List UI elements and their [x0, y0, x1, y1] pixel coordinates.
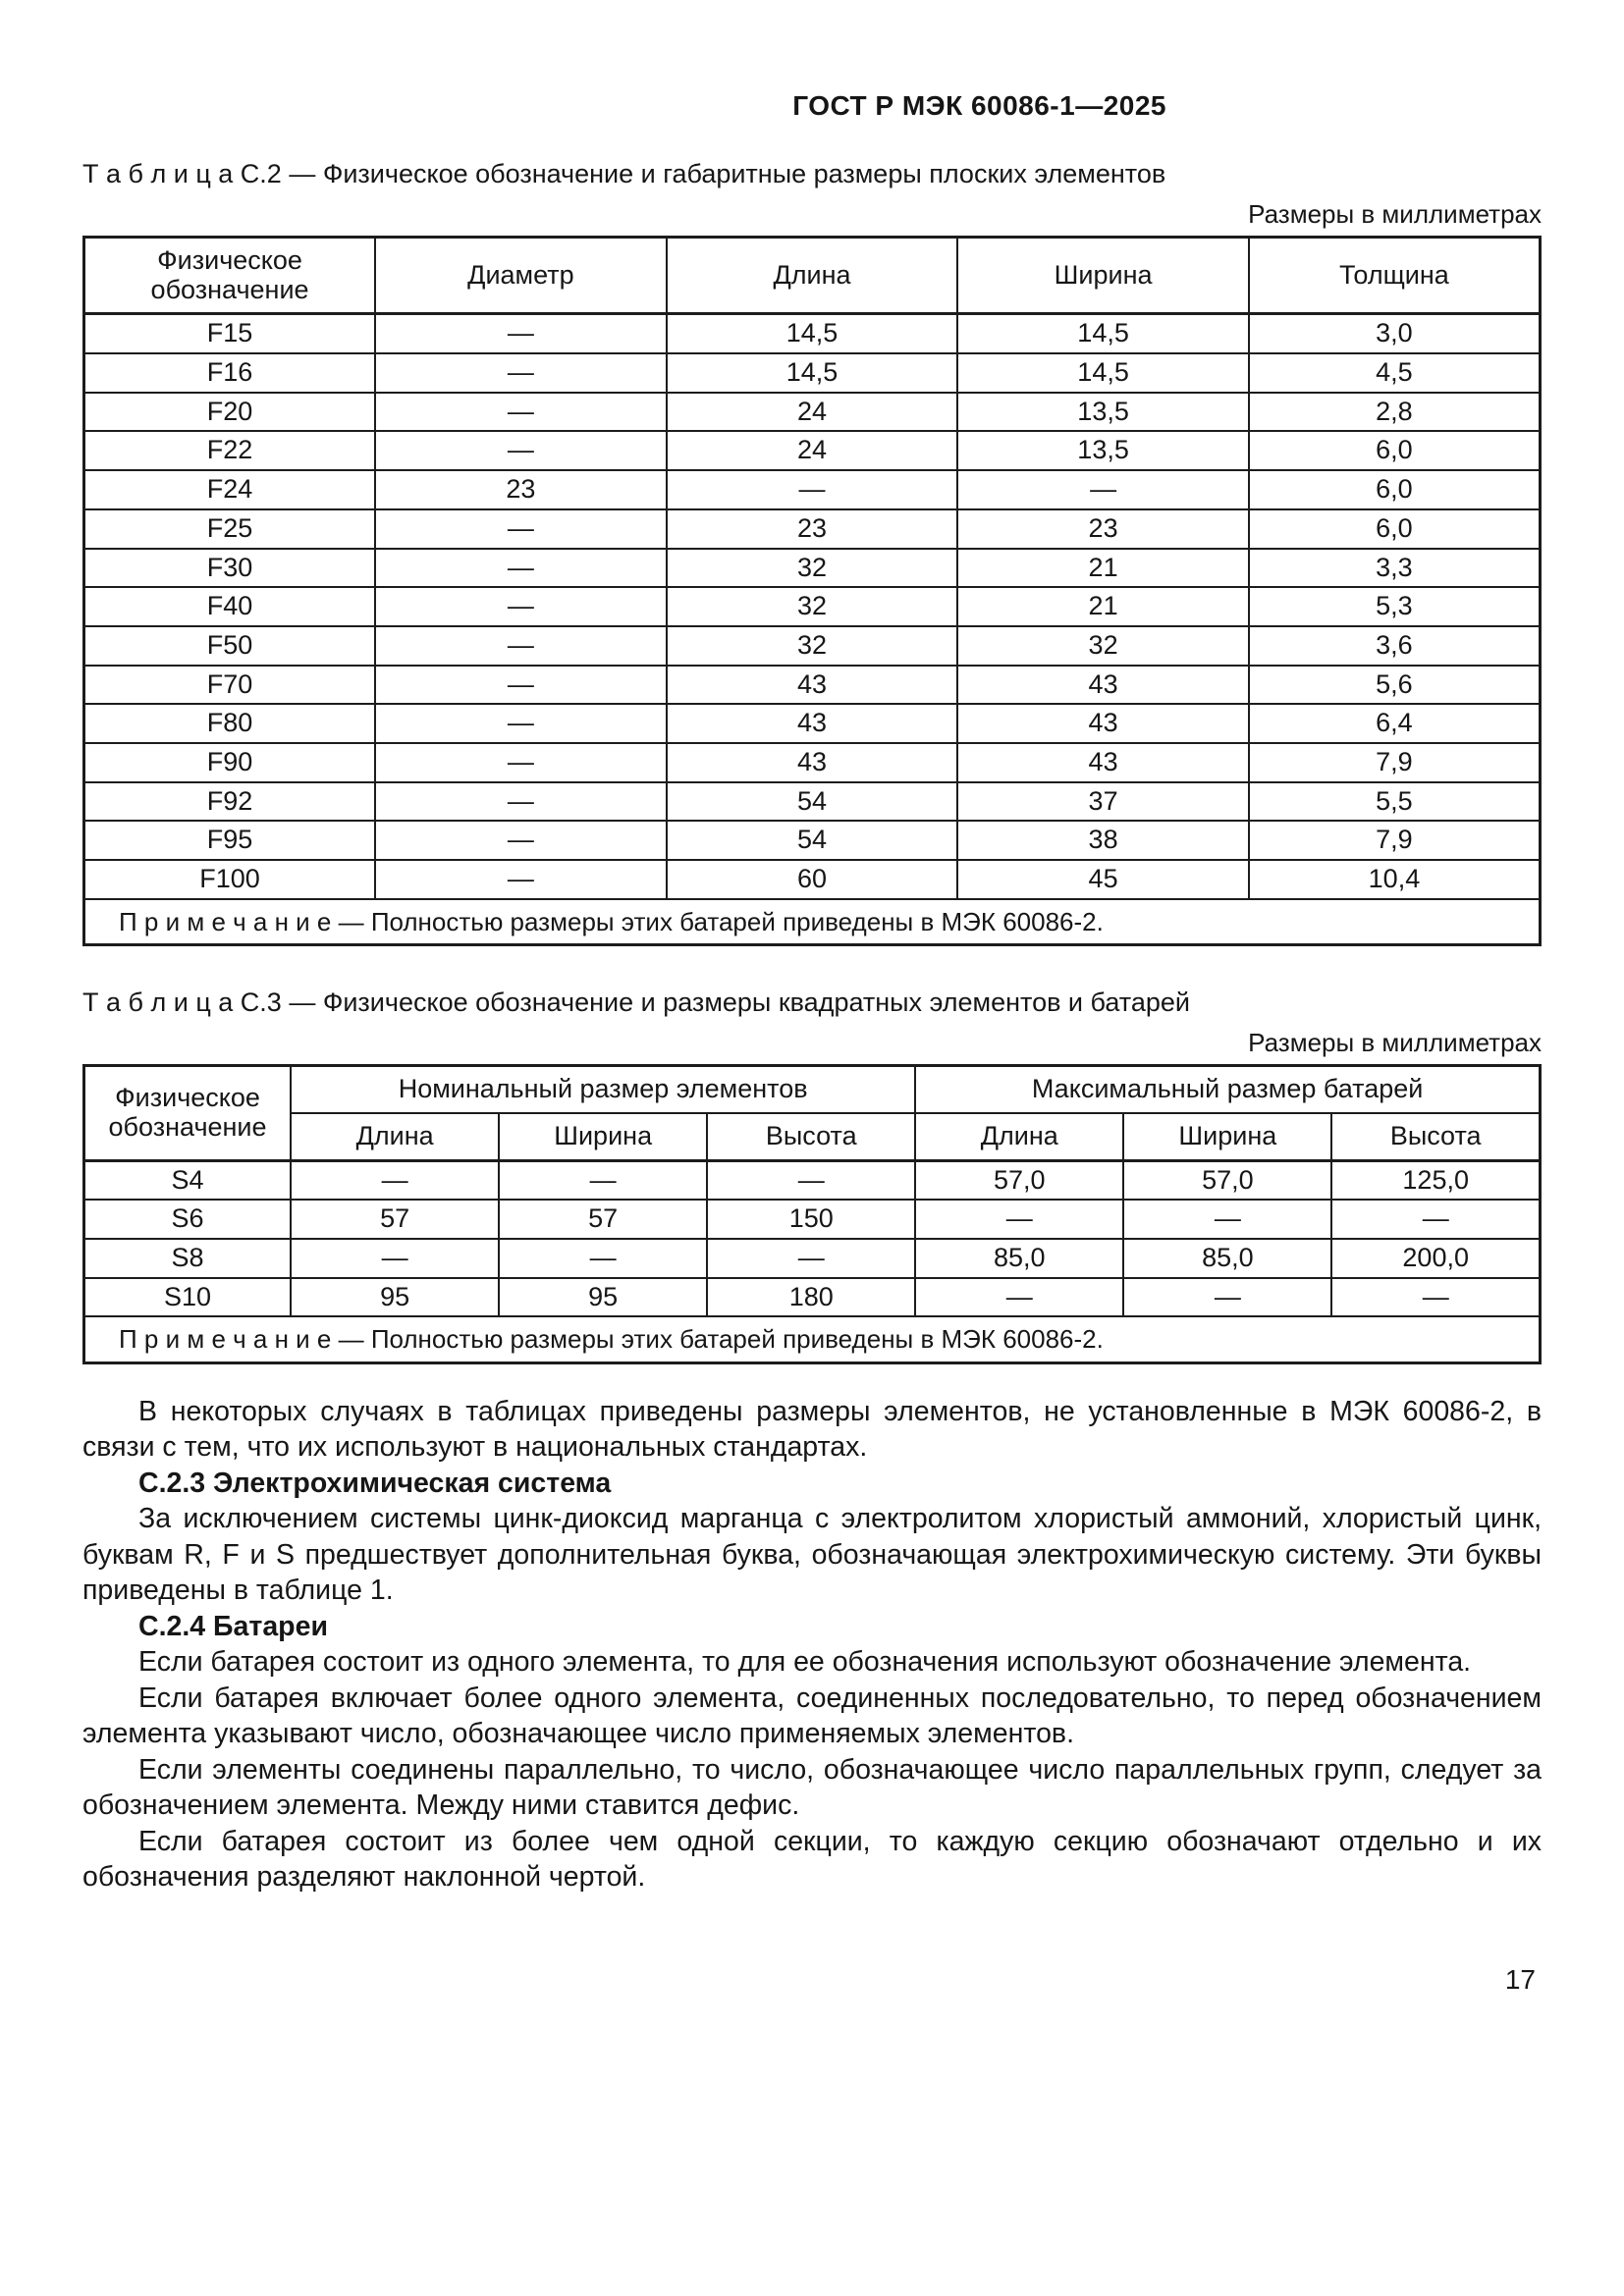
table-c3-group-header-row [84, 1066, 1541, 1113]
table-cell: 5,6 [1249, 666, 1541, 705]
column-header: Ширина [499, 1113, 707, 1160]
column-header: Высота [707, 1113, 915, 1160]
table-cell: 43 [667, 704, 958, 743]
table-c3-caption: Т а б л и ц а С.3 — Физическое обозначение и размеры квадратных элементов и батарей [82, 988, 1190, 1018]
paragraph-c2-4-1: Если батарея состоит из одного элемента, то для ее обозначения используют обозначение элемента. [138, 1646, 1472, 1679]
table-cell: 13,5 [957, 393, 1249, 432]
table-cell: 54 [667, 821, 958, 860]
table-cell: 32 [667, 626, 958, 666]
table-cell: 95 [291, 1278, 499, 1317]
table-c3-note: П р и м е ч а н и е — Полностью размеры этих батарей приведены в МЭК 60086-2. [84, 1316, 1541, 1362]
table-cell: 32 [667, 587, 958, 626]
table-cell: F30 [84, 549, 376, 588]
table-cell: — [915, 1200, 1123, 1239]
table-row [84, 353, 1541, 393]
table-cell: 37 [957, 782, 1249, 822]
table-cell: F100 [84, 860, 376, 899]
table-row [84, 782, 1541, 822]
table-c2-block [82, 159, 1542, 946]
table-cell: 57 [291, 1200, 499, 1239]
table-cell: 45 [957, 860, 1249, 899]
table-cell: 14,5 [957, 314, 1249, 353]
table-c2-note-row [84, 899, 1541, 945]
table-row [84, 743, 1541, 782]
page-number: 17 [1504, 1963, 1536, 1995]
table-c3-col-physical: Физическое обозначение [84, 1066, 292, 1160]
table-cell: 125,0 [1331, 1160, 1540, 1200]
table-cell: 21 [957, 549, 1249, 588]
body-text [82, 1394, 1542, 1896]
table-c3-group-nominal: Номинальный размер элементов [291, 1066, 915, 1113]
table-row [84, 1200, 1541, 1239]
table-cell: 85,0 [1123, 1239, 1331, 1278]
table-cell: 54 [667, 782, 958, 822]
table-cell: 95 [499, 1278, 707, 1317]
table-cell: — [1331, 1278, 1540, 1317]
table-cell: — [375, 549, 667, 588]
table-cell: 57,0 [915, 1160, 1123, 1200]
table-cell: 6,0 [1249, 509, 1541, 549]
table-cell: F16 [84, 353, 376, 393]
table-cell: F50 [84, 626, 376, 666]
table-cell: 150 [707, 1200, 915, 1239]
table-row [84, 821, 1541, 860]
table-cell: — [707, 1239, 915, 1278]
table-cell: 32 [667, 549, 958, 588]
table-cell: 2,8 [1249, 393, 1541, 432]
table-c2 [82, 236, 1542, 946]
table-row [84, 314, 1541, 353]
table-cell: — [707, 1160, 915, 1200]
table-cell: F40 [84, 587, 376, 626]
table-c3 [82, 1064, 1542, 1364]
table-cell: — [957, 470, 1249, 509]
column-header: Диаметр [375, 238, 667, 314]
paragraph-c2-3: За исключением системы цинк-диоксид марганца с электролитом хлористый аммоний, хлористый цинк, буквам R, F и S предшествует дополнительная буква, обозначающая электрохимическую систему. Эти буквы приведены в таблице 1. [82, 1503, 1542, 1607]
table-cell: — [375, 626, 667, 666]
table-cell: — [291, 1160, 499, 1200]
table-cell: F80 [84, 704, 376, 743]
table-cell: 38 [957, 821, 1249, 860]
table-c2-note: П р и м е ч а н и е — Полностью размеры этих батарей приведены в МЭК 60086-2. [84, 899, 1541, 945]
table-cell: 13,5 [957, 431, 1249, 470]
table-cell: F22 [84, 431, 376, 470]
table-cell: — [375, 587, 667, 626]
table-row [84, 704, 1541, 743]
table-cell: — [499, 1239, 707, 1278]
table-row [84, 1239, 1541, 1278]
table-c2-units-note: Размеры в миллиметрах [1248, 199, 1542, 229]
column-header: Длина [667, 238, 958, 314]
table-cell: 3,6 [1249, 626, 1541, 666]
table-cell: — [375, 314, 667, 353]
table-cell: — [375, 860, 667, 899]
table-c3-body [84, 1160, 1541, 1316]
table-cell: 14,5 [667, 314, 958, 353]
table-c3-subheader-row [84, 1113, 1541, 1160]
table-cell: — [375, 821, 667, 860]
table-cell: 24 [667, 393, 958, 432]
table-row [84, 549, 1541, 588]
table-cell: 57 [499, 1200, 707, 1239]
table-row [84, 860, 1541, 899]
table-cell: 200,0 [1331, 1239, 1540, 1278]
table-cell: 5,3 [1249, 587, 1541, 626]
table-cell: 21 [957, 587, 1249, 626]
table-cell: F15 [84, 314, 376, 353]
table-row [84, 393, 1541, 432]
table-cell: F95 [84, 821, 376, 860]
table-row [84, 666, 1541, 705]
table-row [84, 470, 1541, 509]
table-cell: — [375, 509, 667, 549]
table-cell: — [1123, 1278, 1331, 1317]
paragraph-c2-4-2: Если батарея включает более одного элемента, соединенных последовательно, то перед обозначением элемента указывают число, обозначающее число применяемых элементов. [82, 1682, 1542, 1750]
table-cell: 14,5 [667, 353, 958, 393]
table-row [84, 1160, 1541, 1200]
table-cell: 6,0 [1249, 431, 1541, 470]
table-cell: 6,4 [1249, 704, 1541, 743]
table-cell: 43 [957, 743, 1249, 782]
table-cell: — [375, 743, 667, 782]
table-c3-units-note: Размеры в миллиметрах [1248, 1028, 1542, 1058]
table-cell: — [375, 393, 667, 432]
table-cell: 3,0 [1249, 314, 1541, 353]
column-header: Высота [1331, 1113, 1540, 1160]
table-cell: F24 [84, 470, 376, 509]
table-cell: 4,5 [1249, 353, 1541, 393]
table-cell: — [291, 1239, 499, 1278]
table-cell: F92 [84, 782, 376, 822]
table-cell: 5,5 [1249, 782, 1541, 822]
paragraph-c2-4-4: Если батарея состоит из более чем одной секции, то каждую секцию обозначают отдельно и их обозначения разделяют наклонной чертой. [82, 1825, 1542, 1894]
table-cell: — [1331, 1200, 1540, 1239]
table-row [84, 626, 1541, 666]
table-cell: 43 [957, 704, 1249, 743]
table-row [84, 431, 1541, 470]
table-cell: 10,4 [1249, 860, 1541, 899]
table-cell: 60 [667, 860, 958, 899]
table-cell: — [375, 353, 667, 393]
column-header: Ширина [1123, 1113, 1331, 1160]
table-cell: S6 [84, 1200, 292, 1239]
table-c2-body [84, 314, 1541, 899]
paragraph-c2-4-3: Если элементы соединены параллельно, то число, обозначающее число параллельных групп, следует за обозначением элемента. Между ними ставится дефис. [82, 1753, 1542, 1822]
table-cell: S8 [84, 1239, 292, 1278]
document-designation: ГОСТ Р МЭК 60086-1—2025 [792, 90, 1166, 121]
table-cell: 43 [667, 743, 958, 782]
table-c3-block [82, 988, 1542, 1364]
table-cell: F25 [84, 509, 376, 549]
table-cell: — [1123, 1200, 1331, 1239]
table-cell: 85,0 [915, 1239, 1123, 1278]
table-cell: 6,0 [1249, 470, 1541, 509]
table-cell: 7,9 [1249, 821, 1541, 860]
table-cell: 23 [667, 509, 958, 549]
table-cell: 180 [707, 1278, 915, 1317]
table-cell: — [375, 782, 667, 822]
table-row [84, 587, 1541, 626]
table-cell: 3,3 [1249, 549, 1541, 588]
column-header: Длина [291, 1113, 499, 1160]
table-row [84, 509, 1541, 549]
table-cell: — [915, 1278, 1123, 1317]
table-cell: 32 [957, 626, 1249, 666]
table-cell: — [375, 704, 667, 743]
table-row [84, 1278, 1541, 1317]
table-cell: — [667, 470, 958, 509]
table-cell: F20 [84, 393, 376, 432]
table-cell: S10 [84, 1278, 292, 1317]
table-cell: 14,5 [957, 353, 1249, 393]
table-cell: 57,0 [1123, 1160, 1331, 1200]
table-cell: 43 [667, 666, 958, 705]
table-cell: F70 [84, 666, 376, 705]
table-cell: 23 [957, 509, 1249, 549]
table-cell: 24 [667, 431, 958, 470]
paragraph-intro: В некоторых случаях в таблицах приведены размеры элементов, не установленные в МЭК 60086-2, в связи с тем, что их используют в национальных стандартах. [82, 1396, 1542, 1464]
table-c2-caption: Т а б л и ц а С.2 — Физическое обозначение и габаритные размеры плоских элементов [82, 159, 1166, 188]
table-c3-note-row [84, 1316, 1541, 1362]
column-header: Ширина [957, 238, 1249, 314]
column-header: Физическое обозначение [84, 238, 376, 314]
heading-c2-3: С.2.3 Электрохимическая система [138, 1467, 612, 1499]
table-cell: — [375, 431, 667, 470]
table-cell: 43 [957, 666, 1249, 705]
column-header: Длина [915, 1113, 1123, 1160]
table-cell: — [375, 666, 667, 705]
table-cell: — [499, 1160, 707, 1200]
heading-c2-4: С.2.4 Батареи [138, 1610, 328, 1642]
table-cell: 7,9 [1249, 743, 1541, 782]
table-c2-header-row [84, 238, 1541, 314]
table-c3-group-max: Максимальный размер батарей [915, 1066, 1540, 1113]
column-header: Толщина [1249, 238, 1541, 314]
table-cell: S4 [84, 1160, 292, 1200]
table-cell: 23 [375, 470, 667, 509]
table-cell: F90 [84, 743, 376, 782]
